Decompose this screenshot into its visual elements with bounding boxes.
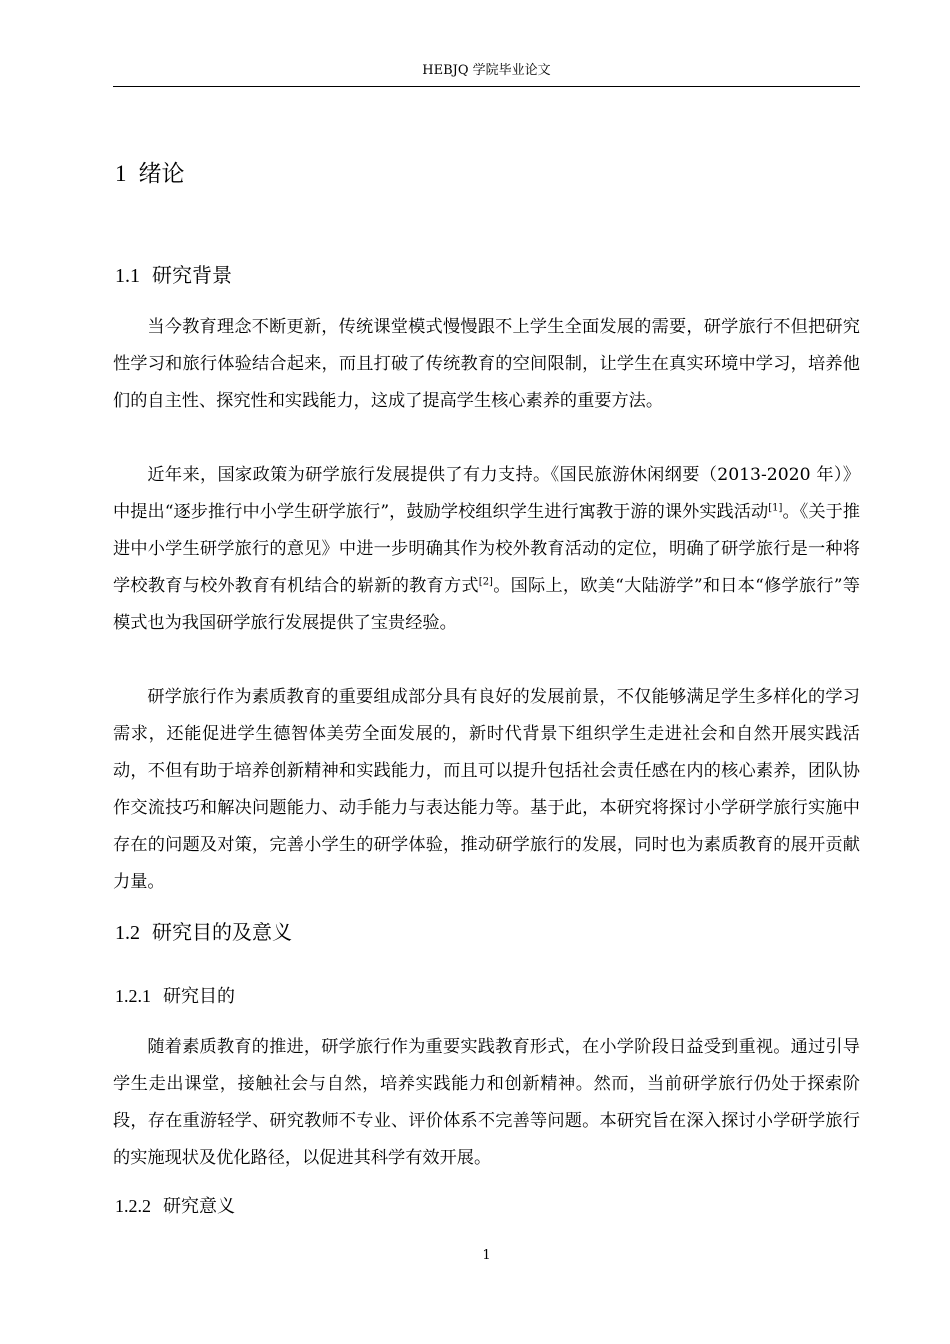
paragraph-text: 。国际上，欧美“大陆游学”和日本“修学旅行”等模式也为我国研学旅行发展提供了宝贵经验。 — [113, 576, 860, 633]
subsection-title: 研究意义 — [163, 1196, 235, 1217]
paragraph-1-1-2 — [113, 457, 860, 642]
page-header: HEBJQ 学院毕业论文 — [422, 63, 551, 78]
subsection-heading-1-2-1 — [115, 982, 235, 1011]
section-heading-1-1 — [115, 260, 232, 291]
paragraph-1-1-3: 研学旅行作为素质教育的重要组成部分具有良好的发展前景，不仅能够满足学生多样化的学习需求，还能促进学生德智体美劳全面发展的，新时代背景下组织学生走进社会和自然开展实践活动，不但有助于培养创新精神和实践能力，而且可以提升包括社会责任感在内的核心素养，团队协作交流技巧和解决问题能力、动手能力与表达能力等。基于此，本研究将探讨小学研学旅行实施中存在的问题及对策，完善小学生的研学体验，推动研学旅行的发展，同时也为素质教育的展开贡献力量。 — [113, 687, 860, 892]
section-number: 1.2 — [115, 922, 140, 944]
header-rule — [113, 86, 860, 87]
chapter-title: 绪论 — [138, 161, 185, 187]
citation-ref[interactable]: [1] — [768, 502, 783, 514]
subsection-heading-1-2-2 — [115, 1192, 235, 1221]
citation-ref[interactable]: [2] — [478, 576, 493, 588]
section-title: 研究背景 — [152, 263, 232, 287]
section-title: 研究目的及意义 — [152, 920, 292, 944]
subsection-number: 1.2.2 — [115, 1196, 151, 1216]
subsection-number: 1.2.1 — [115, 986, 151, 1006]
paragraph-1-1-1: 当今教育理念不断更新，传统课堂模式慢慢跟不上学生全面发展的需要，研学旅行不但把研究性学习和旅行体验结合起来，而且打破了传统教育的空间限制，让学生在真实环境中学习，培养他们的自主性、探究性和实践能力，这成了提高学生核心素养的重要方法。 — [113, 317, 860, 411]
section-heading-1-2 — [115, 917, 292, 948]
chapter-heading — [115, 158, 185, 190]
paragraph-1-2-1: 随着素质教育的推进，研学旅行作为重要实践教育形式，在小学阶段日益受到重视。通过引导学生走出课堂，接触社会与自然，培养实践能力和创新精神。然而，当前研学旅行仍处于探索阶段，存在重游轻学、研究教师不专业、评价体系不完善等问题。本研究旨在深入探讨小学研学旅行的实施现状及优化路径，以促进其科学有效开展。 — [113, 1037, 860, 1168]
section-number: 1.1 — [115, 265, 140, 287]
page-number: 1 — [482, 1248, 491, 1263]
chapter-number: 1 — [115, 161, 127, 186]
paragraph-text: 。《关于推进中小学生研学旅行的意见》中进一步明确其作为校外教育活动的定位，明确了研学旅行是一种将学校教育与校外教育有机结合的崭新的教育方式 — [113, 502, 860, 596]
subsection-title: 研究目的 — [163, 986, 235, 1007]
paragraph-text: 近年来，国家政策为研学旅行发展提供了有力支持。《国民旅游休闲纲要（2013-2020 年）》中提出“逐步推行中小学生研学旅行”，鼓励学校组织学生进行寓教于游的课外实践活动 — [113, 465, 860, 522]
